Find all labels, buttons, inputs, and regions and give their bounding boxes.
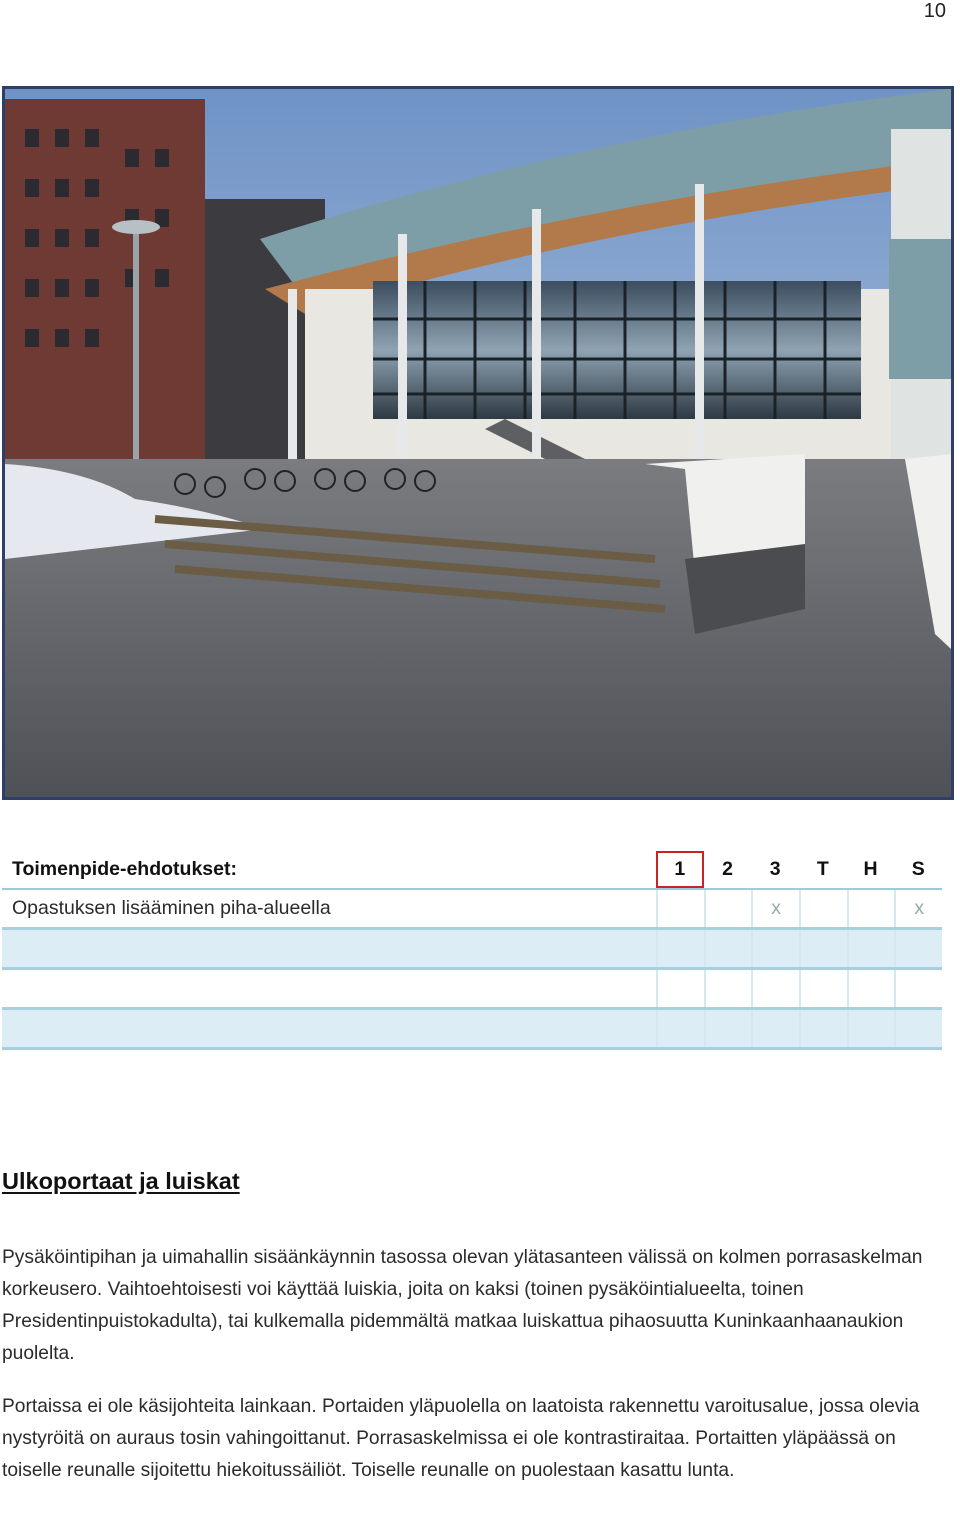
measure-mark: x <box>751 890 799 927</box>
column-header-1: 1 <box>656 851 704 888</box>
measure-mark <box>751 970 799 1007</box>
measure-mark <box>799 1010 847 1047</box>
measure-row <box>2 888 942 927</box>
measure-mark <box>751 930 799 967</box>
page-number: 10 <box>923 0 946 22</box>
column-header-2: 2 <box>722 858 733 880</box>
measure-mark <box>894 930 942 967</box>
measure-row <box>2 927 942 967</box>
measures-table <box>2 851 942 1050</box>
paragraph-stairs-ramps: Pysäköintipihan ja uimahallin sisäänkäynnin tasossa olevan ylätasanteen välissä on kolmen porrasaskelman korkeusero. Vaihtoehtoisesti voi käyttää luiskia, joita on kaksi (toinen pysäköintialueelta, toinen Presidentinpuistokadulta), tai kulkemalla pidemmältä matkaa luiskattua pihaosuutta Kuninkaanhaanaukion puolelta. <box>2 1247 923 1364</box>
measure-mark <box>704 1010 752 1047</box>
measure-mark <box>847 1010 895 1047</box>
column-header-h: H <box>863 858 878 880</box>
measures-title: Toimenpide-ehdotukset: <box>12 858 237 880</box>
measures-header-row <box>2 851 942 888</box>
measure-mark <box>894 1010 942 1047</box>
measure-mark <box>751 1010 799 1047</box>
measure-row <box>2 967 942 1007</box>
measure-row <box>2 1007 942 1047</box>
measure-mark <box>847 930 895 967</box>
measure-mark <box>656 1010 704 1047</box>
measure-mark <box>656 890 704 927</box>
column-header-3: 3 <box>769 858 781 880</box>
measure-mark <box>894 970 942 1007</box>
paragraph-handrails: Portaissa ei ole käsijohteita lainkaan. Portaiden yläpuolella on laatoista rakennettu varoitusalue, jossa olevia nystyröitä on auraus tosin vahingoittanut. Porrasaskelmissa ei ole kontrastiraitaa. Portaitten yläpäässä on toiselle reunalle sijoitettu hiekoitussäiliöt. Toiselle reunalle on puolestaan kasattu lunta. <box>2 1396 920 1481</box>
measure-mark <box>799 970 847 1007</box>
entrance-photo-illustration <box>5 89 951 797</box>
measure-mark: x <box>894 890 942 927</box>
column-header-t: T <box>816 858 829 880</box>
measure-mark <box>847 970 895 1007</box>
measure-mark <box>847 890 895 927</box>
measure-label <box>2 1010 656 1047</box>
measure-mark <box>704 930 752 967</box>
measure-mark <box>704 890 752 927</box>
measure-label: Opastuksen lisääminen piha-alueella <box>12 897 331 919</box>
measure-mark <box>656 930 704 967</box>
measure-mark <box>799 930 847 967</box>
measure-label <box>2 970 656 1007</box>
column-header-s: S <box>911 858 925 880</box>
measure-mark <box>704 970 752 1007</box>
measure-mark <box>799 890 847 927</box>
measures-bottom-rule <box>2 1047 942 1050</box>
entrance-photo <box>2 86 954 800</box>
section-heading: Ulkoportaat ja luiskat <box>2 1167 240 1194</box>
measure-mark <box>656 970 704 1007</box>
measure-label <box>2 930 656 967</box>
